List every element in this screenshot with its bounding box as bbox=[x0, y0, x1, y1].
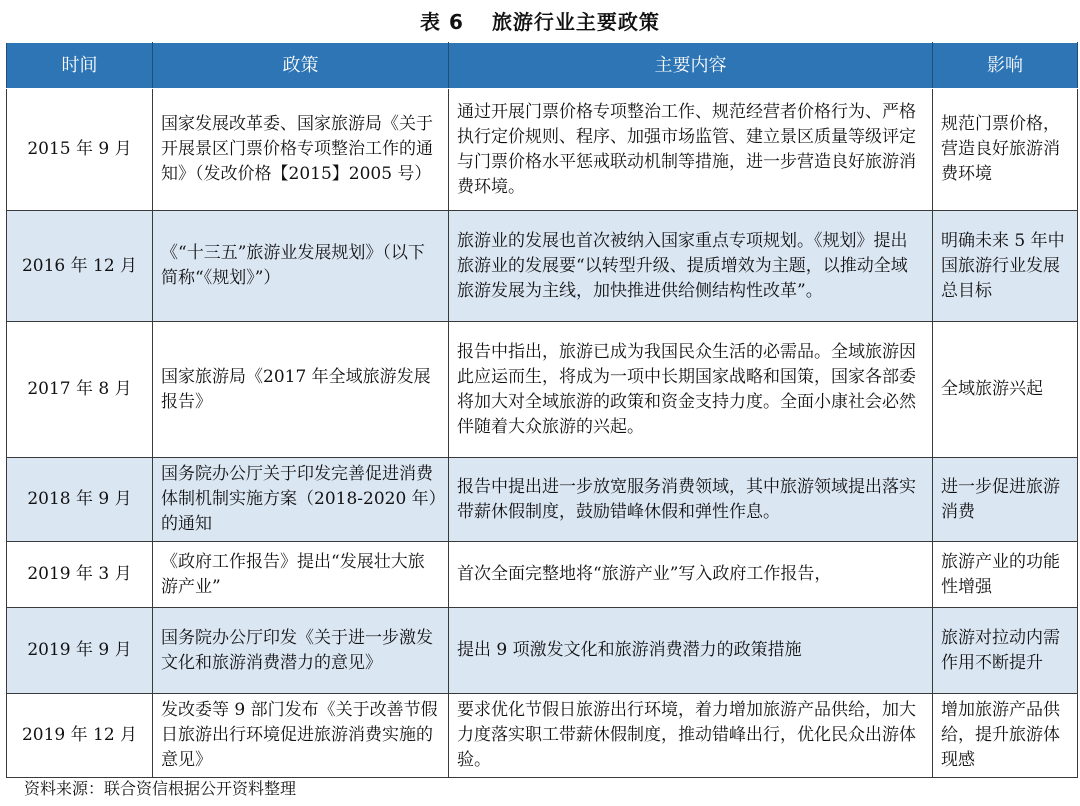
cell-impact: 旅游对拉动内需作用不断提升 bbox=[933, 608, 1078, 694]
cell-policy: 国家旅游局《2017 年全域旅游发展报告》 bbox=[153, 322, 449, 458]
cell-time: 2019 年 3 月 bbox=[7, 542, 153, 608]
cell-policy: 国家发展改革委、国家旅游局《关于开展景区门票价格专项整治工作的通知》（发改价格【2015】2005 号） bbox=[153, 89, 449, 211]
table-row bbox=[7, 608, 1078, 694]
header-row bbox=[7, 43, 1078, 89]
cell-time: 2017 年 8 月 bbox=[7, 322, 153, 458]
table-row bbox=[7, 458, 1078, 542]
table-row bbox=[7, 542, 1078, 608]
table-title bbox=[0, 6, 1080, 36]
table-row bbox=[7, 89, 1078, 211]
cell-time: 2019 年 12 月 bbox=[7, 694, 153, 778]
cell-policy: 发改委等 9 部门发布《关于改善节假日旅游出行环境促进旅游消费实施的意见》 bbox=[153, 694, 449, 778]
cell-impact: 进一步促进旅游消费 bbox=[933, 458, 1078, 542]
header-time: 时间 bbox=[7, 43, 153, 89]
table-name: 旅游行业主要政策 bbox=[491, 10, 660, 34]
table-row bbox=[7, 211, 1078, 322]
header-impact: 影响 bbox=[933, 43, 1078, 89]
cell-content: 提出 9 项激发文化和旅游消费潜力的政策措施 bbox=[449, 608, 933, 694]
cell-impact: 全域旅游兴起 bbox=[933, 322, 1078, 458]
cell-impact: 增加旅游产品供给，提升旅游体现感 bbox=[933, 694, 1078, 778]
cell-impact: 规范门票价格，营造良好旅游消费环境 bbox=[933, 89, 1078, 211]
cell-impact: 明确未来 5 年中国旅游行业发展总目标 bbox=[933, 211, 1078, 322]
cell-content: 通过开展门票价格专项整治工作、规范经营者价格行为、严格执行定价规则、程序、加强市场监管、建立景区质量等级评定与门票价格水平惩戒联动机制等措施，进一步营造良好旅游消费环境。 bbox=[449, 89, 933, 211]
cell-policy: 国务院办公厅印发《关于进一步激发文化和旅游消费潜力的意见》 bbox=[153, 608, 449, 694]
cell-content: 要求优化节假日旅游出行环境，着力增加旅游产品供给，加大力度落实职工带薪休假制度，推动错峰出行，优化民众出游体验。 bbox=[449, 694, 933, 778]
cell-time: 2018 年 9 月 bbox=[7, 458, 153, 542]
header-policy: 政策 bbox=[153, 43, 449, 89]
cell-policy: 国务院办公厅关于印发完善促进消费体制机制实施方案（2018-2020 年）的通知 bbox=[153, 458, 449, 542]
cell-content: 报告中指出，旅游已成为我国民众生活的必需品。全域旅游因此应运而生，将成为一项中长期国家战略和国策，国家各部委将加大对全域旅游的政策和资金支持力度。全面小康社会必然伴随着大众旅游的兴起。 bbox=[449, 322, 933, 458]
cell-content: 旅游业的发展也首次被纳入国家重点专项规划。《规划》提出旅游业的发展要“以转型升级、提质增效为主题，以推动全域旅游发展为主线，加快推进供给侧结构性改革”。 bbox=[449, 211, 933, 322]
source-note: 资料来源：联合资信根据公开资料整理 bbox=[24, 779, 297, 798]
cell-time: 2015 年 9 月 bbox=[7, 89, 153, 211]
cell-impact: 旅游产业的功能性增强 bbox=[933, 542, 1078, 608]
table-number: 表 6 bbox=[420, 10, 464, 34]
table-row bbox=[7, 322, 1078, 458]
header-content: 主要内容 bbox=[449, 43, 933, 89]
table-row bbox=[7, 694, 1078, 778]
cell-content: 首次全面完整地将“旅游产业”写入政府工作报告， bbox=[449, 542, 933, 608]
cell-time: 2016 年 12 月 bbox=[7, 211, 153, 322]
cell-policy: 《政府工作报告》提出“发展壮大旅游产业” bbox=[153, 542, 449, 608]
cell-content: 报告中提出进一步放宽服务消费领域，其中旅游领域提出落实带薪休假制度，鼓励错峰休假和弹性作息。 bbox=[449, 458, 933, 542]
cell-policy: 《“十三五”旅游业发展规划》（以下简称“《规划》”） bbox=[153, 211, 449, 322]
cell-time: 2019 年 9 月 bbox=[7, 608, 153, 694]
policy-table bbox=[6, 42, 1078, 778]
